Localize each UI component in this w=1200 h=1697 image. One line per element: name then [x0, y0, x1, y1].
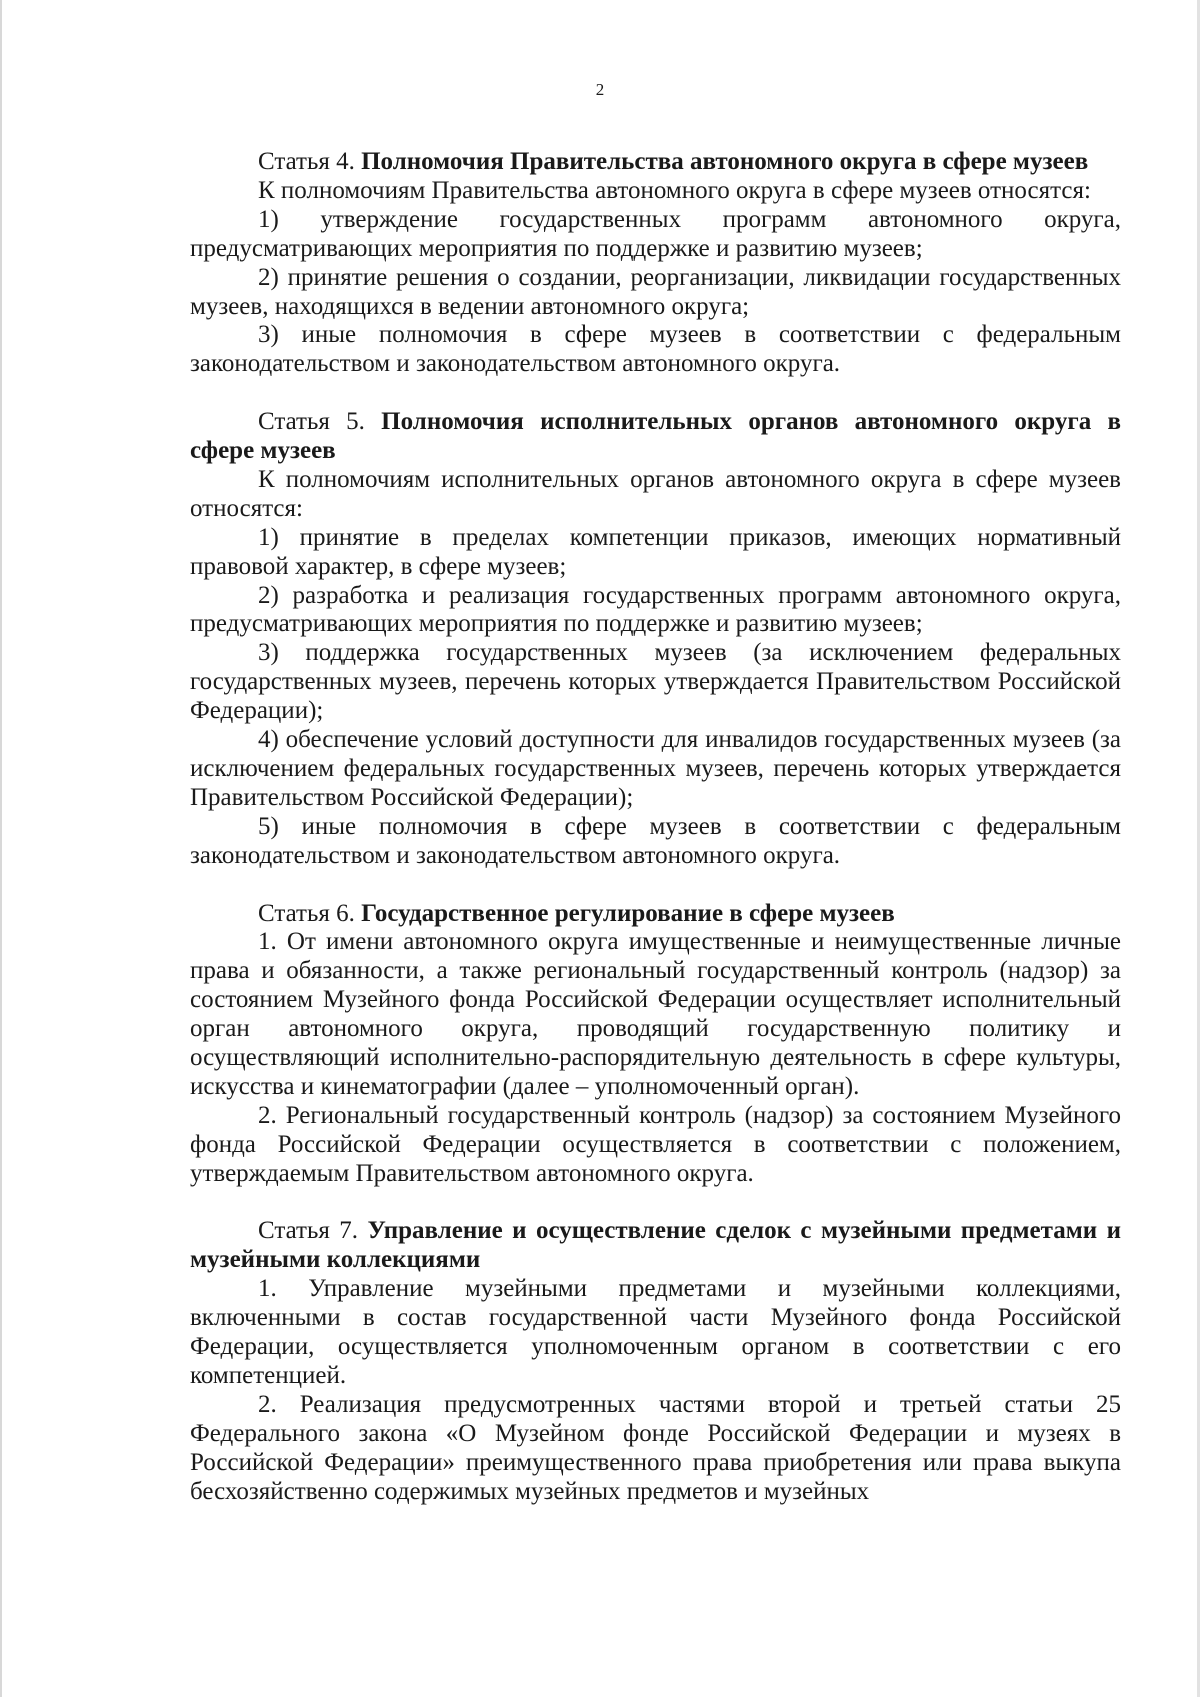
article-5-paragraph-4: 4) обеспечение условий доступности для инвалидов государственных музеев (за исключением федеральных государственных музеев, перечень которых утверждается Правительством Российской Федерации);: [190, 726, 1121, 811]
article-7-title: Управление и осуществление сделок с музейными предметами и музейными коллекциями: [190, 1217, 1121, 1274]
article-4-title: Полномочия Правительства автономного округа в сфере музеев: [361, 148, 1089, 175]
article-5-paragraph-2: 2) разработка и реализация государственных программ автономного округа, предусматривающих мероприятия по поддержке и развитию музеев;: [190, 581, 1121, 638]
article-7-label: Статья 7.: [258, 1217, 368, 1245]
article-7-heading: [190, 1217, 1121, 1275]
article-7-paragraph-2: 2. Реализация предусмотренных частями второй и третьей статьи 25 Федерального закона «О Музейном фонде Российской Федерации и музеях в Российской Федерации» преимущественного права приобретения или права выкупа бесхозяйственно содержимых музейных предметов и музейных: [190, 1390, 1121, 1505]
article-5-paragraph-1: 1) принятие в пределах компетенции приказов, имеющих нормативный правовой характер, в сфере музеев;: [190, 523, 1121, 580]
article-spacer: [190, 1189, 1121, 1218]
article-5-label: Статья 5.: [258, 408, 382, 436]
document-body: [190, 148, 1121, 1507]
article-6-paragraph-2: 2. Региональный государственный контроль (надзор) за состоянием Музейного фонда Российской Федерации осуществляется в соответствии с положением, утверждаемым Правительством автономного округа.: [190, 1101, 1121, 1187]
article-6-heading: [190, 900, 1121, 929]
article-5-heading: [190, 408, 1121, 466]
article-4-label: Статья 4.: [258, 148, 362, 175]
article-spacer: [190, 379, 1121, 408]
article-5-paragraph-3: 3) поддержка государственных музеев (за исключением федеральных государственных музеев, перечень которых утверждается Правительством Российской Федерации);: [190, 639, 1121, 725]
article-5-title: Полномочия исполнительных органов автономного округа в сфере музеев: [190, 408, 1121, 465]
article-7-paragraph-1: 1. Управление музейными предметами и музейными коллекциями, включенными в состав государственной части Музейного фонда Российской Федерации, осуществляется уполномоченным органом в соответствии с его компетенцией.: [190, 1275, 1121, 1390]
article-5-paragraph-intro: К полномочиям исполнительных органов автономного округа в сфере музеев относятся:: [190, 465, 1121, 522]
page-left-edge: [0, 0, 2, 1697]
article-4-paragraph-1: 1) утверждение государственных программ автономного округа, предусматривающих мероприятия по поддержке и развитию музеев;: [190, 205, 1121, 262]
article-6-paragraph-1: 1. От имени автономного округа имущественные и неимущественные личные права и обязанности, а также региональный государственный контроль (надзор) за состоянием Музейного фонда Российской Федерации осуществляет исполнительный орган автономного округа, проводящий государственную политику и осуществляющий исполнительно-распорядительную деятельность в сфере культуры, искусства и кинематографии (далее – уполномоченный орган).: [190, 928, 1121, 1100]
article-6-title: Государственное регулирование в сфере музеев: [361, 899, 895, 927]
article-4-paragraph-intro: К полномочиям Правительства автономного округа в сфере музеев относятся:: [258, 176, 1091, 204]
article-4-paragraph-3: 3) иные полномочия в сфере музеев в соответствии с федеральным законодательством и законодательством автономного округа.: [190, 321, 1121, 378]
article-4-heading: [190, 148, 1121, 177]
article-6-label: Статья 6.: [258, 899, 362, 927]
article-5-paragraph-5: 5) иные полномочия в сфере музеев в соответствии с федеральным законодательством и законодательством автономного округа.: [190, 812, 1121, 869]
page-number: 2: [595, 80, 605, 99]
article-spacer: [190, 871, 1121, 900]
article-4-paragraph-2: 2) принятие решения о создании, реорганизации, ликвидации государственных музеев, находящихся в ведении автономного округа;: [190, 263, 1121, 320]
